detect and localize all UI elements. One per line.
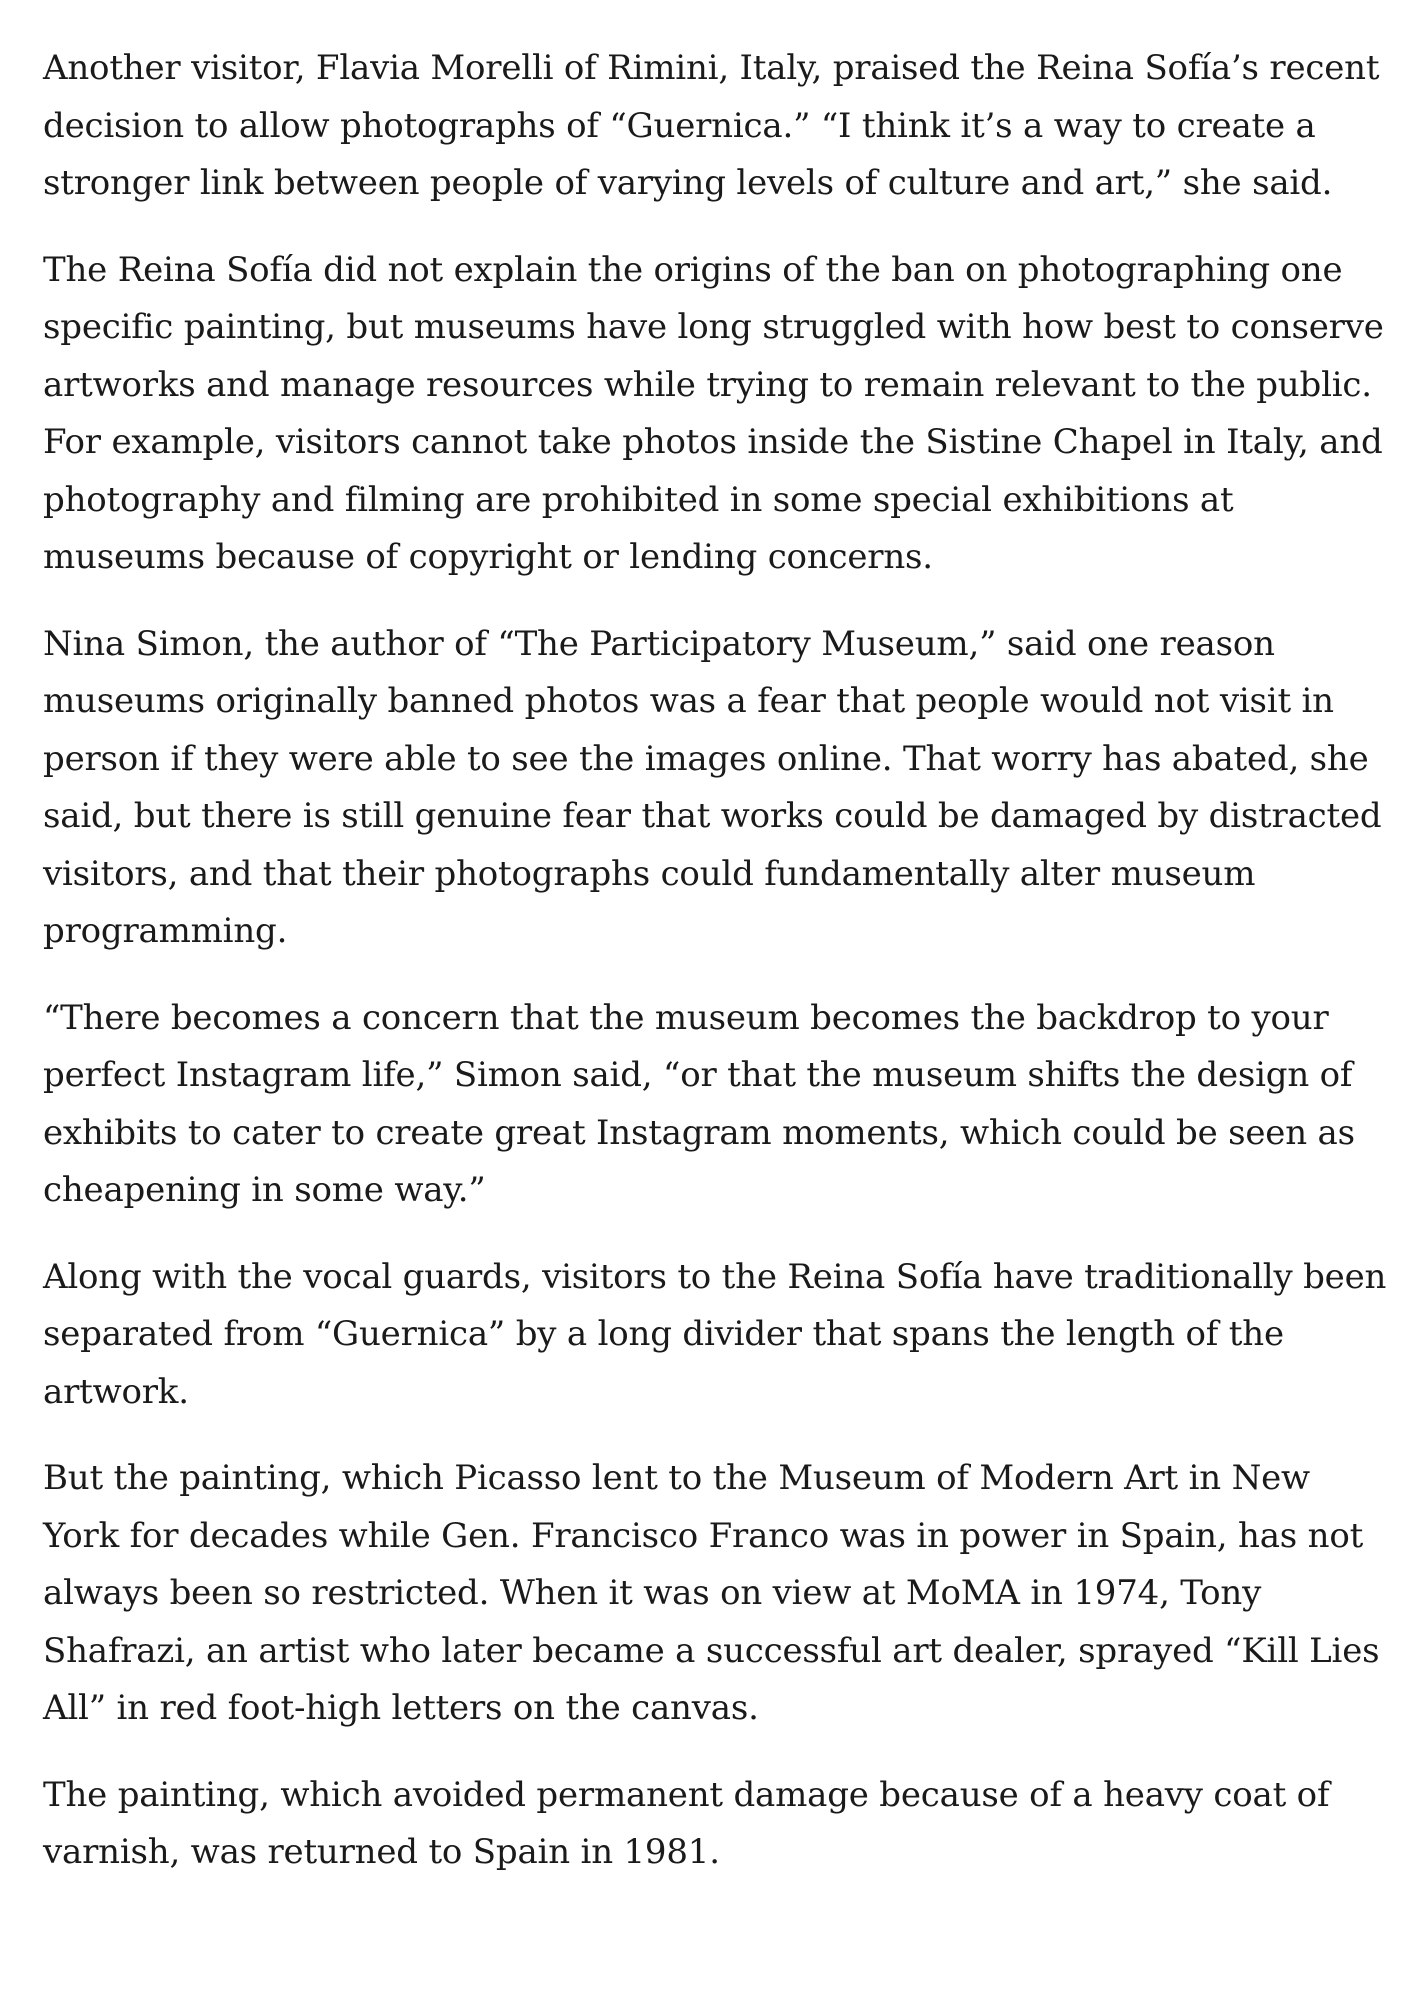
text-line: Shafrazi, an artist who later became a successful art dealer, sprayed “Kill Lies (43, 1630, 1380, 1671)
text-line: said, but there is still genuine fear that works could be damaged by distracted (43, 796, 1382, 836)
text-line: photography and filming are prohibited in some special exhibitions at (43, 479, 1234, 520)
paragraph-flavia-morelli (43, 40, 1393, 213)
text-line: perfect Instagram life,” Simon said, “or that the museum shifts the design of (43, 1055, 1353, 1095)
text-line: always been so restricted. When it was on view at MoMA in 1974, Tony (43, 1573, 1262, 1613)
text-line: Another visitor, Flavia Morelli of Rimini, Italy, praised the Reina Sofía’s recent (43, 48, 1380, 88)
paragraph-simon-quote (43, 990, 1393, 1220)
article-body (43, 40, 1393, 1911)
text-line: The painting, which avoided permanent damage because of a heavy coat of (43, 1774, 1330, 1815)
text-line: museums because of copyright or lending concerns. (43, 537, 933, 577)
text-line: visitors, and that their photographs could fundamentally alter museum (43, 853, 1256, 894)
text-line: decision to allow photographs of “Guernica.” “I think it’s a way to create a (43, 105, 1316, 146)
paragraph-nina-simon (43, 616, 1393, 961)
text-line: cheapening in some way.” (43, 1170, 486, 1210)
text-line: programming. (43, 911, 288, 951)
paragraph-returned-to-spain (43, 1767, 1393, 1882)
text-line: York for decades while Gen. Francisco Franco was in power in Spain, has not (43, 1515, 1364, 1556)
text-line: The Reina Sofía did not explain the origins of the ban on photographing one (43, 249, 1343, 290)
paragraph-divider (43, 1249, 1393, 1422)
text-line: exhibits to cater to create great Instagram moments, which could be seen as (43, 1112, 1355, 1153)
text-line: specific painting, but museums have long struggled with how best to conserve (43, 307, 1384, 347)
text-line: separated from “Guernica” by a long divider that spans the length of the (43, 1314, 1284, 1354)
text-line: But the painting, which Picasso lent to the Museum of Modern Art in New (43, 1458, 1310, 1498)
text-line: artwork. (43, 1371, 189, 1412)
text-line: museums originally banned photos was a fear that people would not visit in (43, 681, 1334, 721)
text-line: All” in red foot-high letters on the canvas. (43, 1688, 759, 1728)
text-line: Along with the vocal guards, visitors to the Reina Sofía have traditionally been (43, 1256, 1387, 1297)
text-line: stronger link between people of varying levels of culture and art,” she said. (43, 163, 1333, 203)
text-line: For example, visitors cannot take photos inside the Sistine Chapel in Italy, and (43, 422, 1383, 462)
paragraph-ban-origins (43, 242, 1393, 587)
paragraph-moma-history (43, 1450, 1393, 1738)
text-line: artworks and manage resources while trying to remain relevant to the public. (43, 364, 1372, 405)
text-line: varnish, was returned to Spain in 1981. (43, 1832, 720, 1872)
text-line: Nina Simon, the author of “The Participatory Museum,” said one reason (43, 623, 1275, 664)
text-line: “There becomes a concern that the museum becomes the backdrop to your (43, 997, 1329, 1038)
text-line: person if they were able to see the images online. That worry has abated, she (43, 738, 1369, 779)
